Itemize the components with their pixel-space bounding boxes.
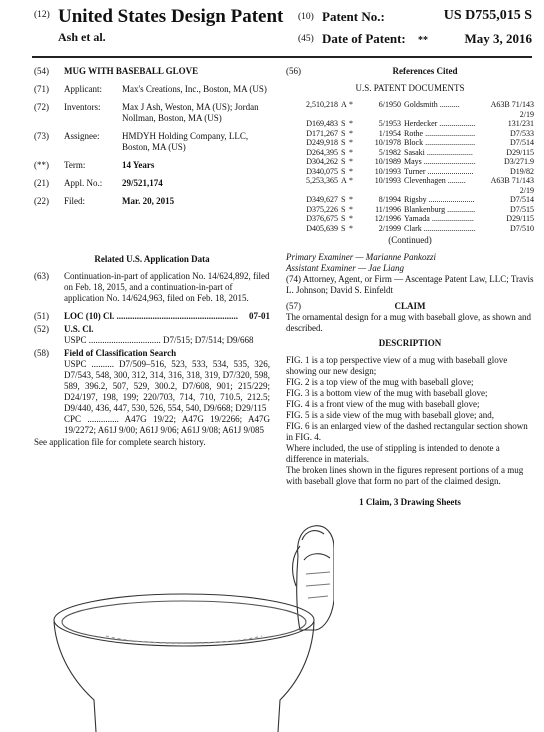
citation-k: S [341, 157, 346, 166]
citation-date: 6/1950 [378, 100, 401, 109]
field-code: (21) [34, 178, 49, 188]
continued-label: (Continued) [388, 235, 432, 245]
field-value: Mar. 20, 2015 [122, 196, 175, 206]
claim-code: (57) [286, 301, 301, 311]
citation-k: S [341, 204, 346, 214]
citation-k: S [341, 223, 346, 233]
field-code: (51) [34, 311, 49, 321]
citation-cls: 2/19 [519, 185, 534, 195]
citation-name: Herdecker .................. [404, 119, 476, 128]
cpc-search [34, 414, 270, 436]
citation-cls: 131/231 [507, 119, 534, 128]
field-filed [34, 196, 270, 207]
citation-s: * [349, 176, 353, 185]
description-item: FIG. 1 is a top perspective view of a mug with baseball glove showing our new design; [286, 355, 508, 376]
citation-num [286, 186, 341, 196]
citation-num: D264,395 [306, 147, 338, 157]
citation-name: Goldsmith .......... [404, 100, 460, 109]
citation-k: S [341, 195, 346, 204]
citation-k: S [341, 128, 346, 138]
citation-num: D376,675 [306, 214, 338, 223]
citation-list [286, 100, 534, 233]
citation-s: * [349, 166, 353, 176]
citation-cls: D19/82 [510, 166, 534, 176]
citation-num: D340,075 [306, 166, 338, 176]
citation-date: 11/1996 [375, 204, 401, 214]
patent-number: US D755,015 S [443, 8, 532, 23]
citation-s: * [349, 147, 353, 157]
citation-name: Rigsby ....................... [404, 195, 475, 204]
citation-date: 10/1989 [374, 157, 401, 166]
primary-examiner: Primary Examiner — Marianne Pankozzi [286, 252, 436, 262]
citation-num: D349,627 [306, 195, 338, 204]
citation-row [286, 148, 534, 158]
citation-num: 5,253,365 [306, 176, 338, 185]
patent-number-code: (10) [298, 12, 314, 22]
claim-heading: CLAIM [394, 301, 426, 311]
citation-row [286, 119, 534, 129]
claim-text: The ornamental design for a mug with baseball glove, as shown and described. [286, 312, 531, 333]
field-code: (71) [34, 84, 49, 94]
citation-date: 10/1993 [374, 176, 401, 185]
references-heading: References Cited [392, 66, 458, 76]
citation-s: * [349, 204, 353, 214]
kind-code: (12) [34, 10, 50, 20]
citation-date: 10/1993 [374, 166, 401, 176]
us-class [34, 324, 270, 335]
citation-name: Clevenhagen ......... [404, 176, 466, 185]
citation-cls: D7/533 [510, 128, 534, 138]
citation-name: Clark .......................... [404, 223, 476, 233]
citation-k: A [341, 100, 347, 109]
citation-num: D169,483 [306, 119, 338, 128]
glove-outline [297, 526, 334, 630]
claims-sheets: 1 Claim, 3 Drawing Sheets [359, 497, 461, 507]
citation-name: Block ......................... [404, 138, 476, 147]
citation-row [286, 100, 534, 110]
citation-date: 12/1996 [374, 214, 401, 223]
citation-k [341, 110, 349, 120]
claim-heading-row [286, 301, 534, 312]
citation-num: D171,267 [306, 128, 338, 138]
citation-name: Rothe ......................... [404, 128, 476, 138]
citation-k: S [341, 147, 346, 157]
field-label: Appl. No.: [64, 178, 103, 188]
field-label: Applicant: [64, 84, 102, 94]
description-item: FIG. 2 is a top view of the mug with baseball glove; [286, 377, 474, 387]
citation-s [349, 186, 359, 196]
citation-cls: D29/115 [506, 214, 534, 223]
citation-name: Blankenburg .............. [404, 204, 476, 214]
citation-k: S [341, 166, 346, 176]
header-rule [32, 56, 532, 58]
field-value: MUG WITH BASEBALL GLOVE [64, 66, 199, 76]
related-text: Continuation-in-part of application No. 14/624,892, filed on Feb. 18, 2015, and a continuation-in-part of application No. 14/624,963, filed on Feb. 18, 2015. [64, 271, 270, 303]
description-item: The broken lines shown in the figures represent portions of a mug with baseball glove that form no part of the claimed design. [286, 465, 524, 486]
citation-num: D249,918 [306, 138, 338, 147]
date-label: Date of Patent: [322, 31, 406, 46]
citation-cls: D7/514 [510, 195, 534, 204]
uscl-label: U.S. Cl. [64, 324, 94, 334]
citation-cls: A63B 71/143 [490, 176, 534, 185]
citation-s: * [349, 195, 353, 204]
citation-s: * [349, 100, 353, 109]
citation-s: * [349, 223, 353, 233]
citation-row [286, 176, 534, 186]
description-item: Where included, the use of stippling is intended to denote a difference in materials. [286, 443, 500, 464]
citation-date: 10/1978 [374, 138, 401, 147]
field-code: (54) [34, 66, 49, 76]
citation-s: * [349, 128, 353, 138]
citation-num [286, 110, 341, 120]
citation-row [286, 205, 534, 215]
related-heading: Related U.S. Application Data [94, 254, 210, 264]
citation-cls: D7/510 [510, 223, 534, 233]
us-docs-heading: U.S. PATENT DOCUMENTS [355, 83, 465, 93]
citation-num: 2,510,218 [306, 100, 338, 109]
field-label: Assignee: [64, 131, 100, 141]
citation-row [286, 138, 534, 148]
citation-s: * [349, 138, 353, 147]
citation-name: Mays .......................... [404, 157, 476, 166]
citation-name [404, 110, 478, 120]
citation-row [286, 214, 534, 224]
citation-num: D405,639 [306, 223, 338, 233]
field-of-search [34, 348, 270, 359]
citation-date [359, 186, 404, 196]
citation-date: 5/1982 [378, 147, 401, 157]
foc-label: Field of Classification Search [64, 348, 177, 358]
citation-cls: D3/271.9 [504, 157, 534, 166]
left-column [34, 66, 270, 448]
citation-cls: D7/514 [510, 138, 534, 147]
mug-rim [54, 594, 314, 646]
field-label: Filed: [64, 196, 86, 206]
field-applicant [34, 84, 270, 95]
related-application [34, 271, 270, 304]
citation-cls: D7/515 [510, 204, 534, 214]
citation-row [286, 186, 534, 196]
citation-k: A [341, 176, 347, 185]
loc-value: 07-01 [249, 311, 270, 321]
field-value: 29/521,174 [122, 178, 163, 188]
patent-header [0, 6, 544, 52]
date-stars: ** [418, 35, 428, 46]
field-value: 14 Years [122, 160, 155, 170]
cpc-search-value: CPC .............. A47G 19/22; A47G 19/2266; A47G 19/2272; A61J 9/00; A61J 9/06; A61J 9/08; A61J 9/085 [64, 414, 270, 435]
mug-with-glove-drawing [34, 500, 334, 732]
field-appl-no [34, 178, 270, 189]
field-label: Term: [64, 160, 86, 170]
citation-row [286, 195, 534, 205]
citation-name: Sasaki ....................... [404, 147, 473, 157]
patent-title: United States Design Patent [58, 6, 284, 27]
citation-date [359, 110, 404, 120]
field-code: (63) [34, 271, 49, 281]
description-item: FIG. 5 is a side view of the mug with baseball glove; and, [286, 410, 494, 420]
mug-body-right [278, 622, 314, 732]
field-code: (73) [34, 131, 49, 141]
citation-date: 1/1954 [378, 128, 401, 138]
field-value: HMDYH Holding Company, LLC, Boston, MA (US) [122, 131, 249, 152]
citation-num: D375,226 [306, 204, 338, 214]
patent-date: May 3, 2016 [464, 31, 532, 46]
citation-name: Turner ....................... [404, 166, 474, 176]
citation-cls: 2/19 [519, 109, 534, 119]
citation-date: 5/1953 [378, 119, 401, 128]
citation-row [286, 110, 534, 120]
citation-s: * [349, 214, 353, 223]
references-heading-row [286, 66, 534, 77]
uspc-value: USPC ................................ D7/515; D7/514; D9/668 [64, 335, 254, 345]
citation-k: S [341, 214, 346, 223]
citation-name [404, 186, 478, 196]
citation-row [286, 129, 534, 139]
mug-body-left [54, 622, 96, 732]
citation-name: Yamada ..................... [404, 214, 474, 223]
attorney: (74) Attorney, Agent, or Firm — Ascentage Patent Law, LLC; Travis L. Johnson; David S. Einfeldt [286, 274, 534, 295]
field-term [34, 160, 270, 171]
description-item: FIG. 3 is a bottom view of the mug with baseball glove; [286, 388, 488, 398]
date-code: (45) [298, 34, 314, 44]
authors: Ash et al. [58, 30, 106, 44]
field-assignee [34, 131, 270, 153]
citation-cls: A63B 71/143 [490, 100, 534, 109]
citation-s: * [349, 119, 353, 128]
citation-k: S [341, 119, 346, 128]
citation-cls: D29/115 [506, 147, 534, 157]
citation-row [286, 157, 534, 167]
field-code: (**) [34, 160, 49, 170]
citation-k: S [341, 138, 346, 147]
citation-s: * [349, 157, 353, 166]
patent-number-label: Patent No.: [322, 9, 385, 24]
field-code: (58) [34, 348, 49, 358]
field-inventors [34, 102, 270, 124]
ref-code: (56) [286, 66, 301, 76]
assistant-examiner: Assistant Examiner — Jae Liang [286, 263, 404, 273]
uspc-line [34, 335, 270, 346]
see-application: See application file for complete search history. [34, 437, 206, 447]
field-code: (52) [34, 324, 49, 334]
citation-date: 8/1994 [378, 195, 401, 204]
field-value: Max's Creations, Inc., Boston, MA (US) [122, 84, 267, 94]
citation-s [349, 110, 359, 120]
field-title [34, 66, 270, 77]
uspc-search [34, 359, 270, 414]
field-code: (72) [34, 102, 49, 112]
description-item: FIG. 4 is a front view of the mug with baseball glove; [286, 399, 480, 409]
right-column [286, 66, 534, 508]
loc-label: LOC (10) Cl. ...................................................... [64, 311, 238, 321]
citation-num: D304,262 [306, 157, 338, 166]
field-code: (22) [34, 196, 49, 206]
field-value: Max J Ash, Weston, MA (US); Jordan Nollman, Boston, MA (US) [122, 102, 259, 123]
description-heading: DESCRIPTION [378, 338, 442, 348]
description-list [286, 355, 534, 487]
citation-row [286, 167, 534, 177]
citation-k [341, 186, 349, 196]
loc-class [34, 311, 270, 322]
description-item: FIG. 6 is an enlarged view of the dashed rectangular section shown in FIG. 4. [286, 421, 528, 442]
uspc-search-value: USPC .......... D7/509–516, 523, 533, 534, 535, 326, D7/543, 548, 300, 312, 314, 316, 318, 319, D7/320, 598, 589, 396.2, 507, 529, 300.2, D7/608, 901; 215/229; D24/197, 198, 199; 220/703, 714, 710, 710.5, 212.5; D9/440, 436, 447, 530, 526, 554, 540, D9/668; D29/115 [64, 359, 270, 413]
citation-date: 2/1999 [378, 223, 401, 233]
citation-row [286, 224, 534, 234]
field-label: Inventors: [64, 102, 101, 112]
